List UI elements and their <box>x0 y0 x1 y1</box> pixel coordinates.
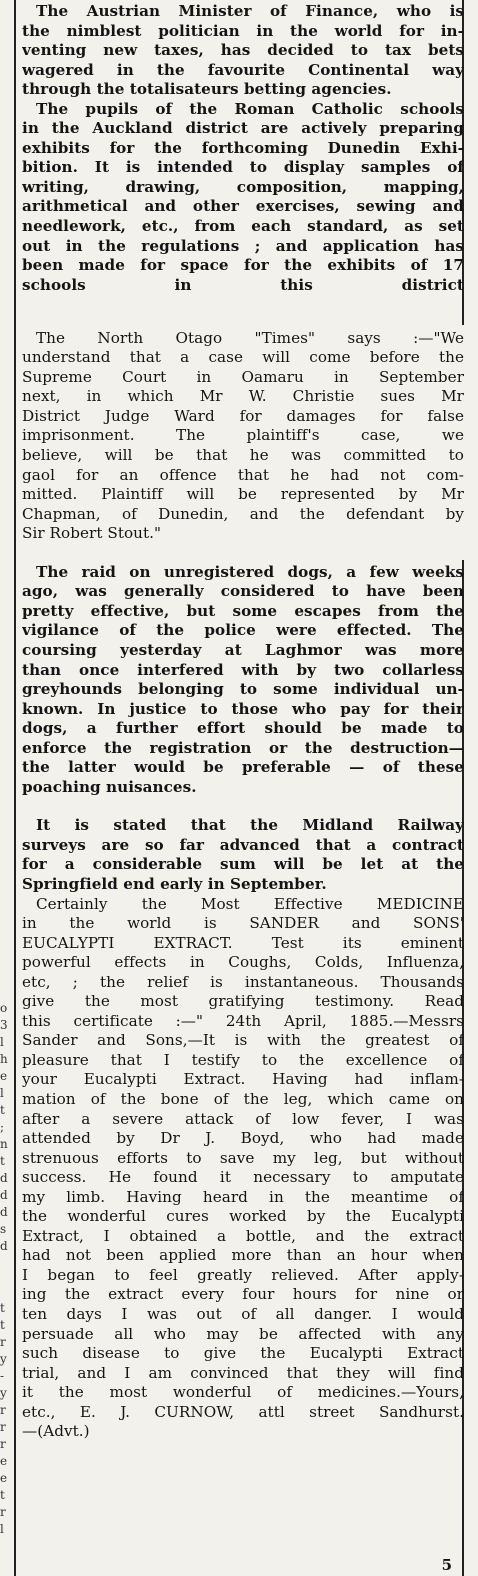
text-line: surveys are so far advanced that a contract <box>22 835 464 854</box>
text-line <box>22 1520 464 1540</box>
text-line <box>22 1500 464 1520</box>
text-line: The pupils of the Roman Catholic schools <box>36 99 464 118</box>
text-line: attended by Dr J. Boyd, who had made <box>22 1129 464 1148</box>
text-line: wagered in the favourite Continental way <box>22 60 464 79</box>
text-line: gaol for an offence that he had not com- <box>22 465 464 484</box>
text-line: The North Otago "Times" says :—"We <box>36 328 464 347</box>
article-north-otago-times <box>22 329 464 544</box>
text-line: Supreme Court in Oamaru in September <box>22 367 464 386</box>
text-line: after a severe attack of low fever, I was <box>22 1109 464 1128</box>
advertisement-eucalypti-extract <box>22 895 464 1540</box>
text-line: vigilance of the police were effected. The <box>22 621 464 640</box>
text-line: exhibits for the forthcoming Dunedin Exhi- <box>22 138 464 157</box>
text-line: greyhounds belonging to some individual un- <box>22 680 464 699</box>
text-line: powerful effects in Coughs, Colds, Influenza, <box>22 953 464 972</box>
article-unregistered-dogs <box>22 563 464 798</box>
adjacent-column-fragment-1: o 3 l h e l t ; n t d d d s d <box>0 1001 8 1253</box>
text-line: in the Auckland district are actively preparing <box>22 119 464 138</box>
article-column <box>22 2 464 1540</box>
text-line: your Eucalypti Extract. Having had inflam- <box>22 1070 464 1089</box>
text-line: Sir Robert Stout." <box>22 524 162 543</box>
text-line: the wonderful cures worked by the Eucalypti <box>22 1207 464 1226</box>
text-line: my limb. Having heard in the meantime of <box>22 1187 464 1206</box>
text-line <box>22 1442 464 1462</box>
text-line <box>22 295 464 315</box>
text-line: etc, ; the relief is instantaneous. Thousands <box>22 972 464 991</box>
text-line: in the world is SANDER and SONS' <box>22 914 464 933</box>
text-line: ing the extract every four hours for nine or <box>22 1285 464 1304</box>
text-line: pleasure that I testify to the excellence of <box>22 1050 464 1069</box>
text-line: persuade all who may be affected with any <box>22 1324 464 1343</box>
text-line: EUCALYPTI EXTRACT. Test its eminent <box>22 933 464 952</box>
text-line: writing, drawing, composition, mapping, <box>22 177 464 196</box>
text-line: understand that a case will come before the <box>22 348 464 367</box>
text-line: Chapman, of Dunedin, and the defendant by <box>22 504 464 523</box>
text-line: arithmetical and other exercises, sewing and <box>22 197 464 216</box>
text-line <box>22 1461 464 1481</box>
text-line: Springfield end early in September. <box>22 874 327 893</box>
text-line: —(Advt.) <box>22 1422 90 1441</box>
text-line: imprisonment. The plaintiff's case, we <box>22 426 464 445</box>
text-line: the nimblest politician in the world for in- <box>22 21 464 40</box>
article-austrian-finance <box>22 2 464 100</box>
text-line: for a considerable sum will be let at the <box>22 855 464 874</box>
column-rule-left <box>14 0 16 1576</box>
text-line: known. In justice to those who pay for their <box>22 699 464 718</box>
text-line: such disease to give the Eucalypti Extract <box>22 1344 464 1363</box>
text-line: strenuous efforts to save my leg, but without <box>22 1148 464 1167</box>
text-line: trial, and I am convinced that they will find <box>22 1363 464 1382</box>
text-line: give the most gratifying testimony. Read <box>22 992 464 1011</box>
text-line: ago, was generally considered to have been <box>22 582 464 601</box>
text-line: ten days I was out of all danger. I would <box>22 1305 464 1323</box>
text-line: the latter would be preferable — of these <box>22 758 464 777</box>
text-line: It is stated that the Midland Railway <box>36 816 464 835</box>
text-line: enforce the registration or the destruction— <box>22 738 464 757</box>
article-catholic-schools <box>22 100 464 315</box>
text-line: been made for space for the exhibits of 17 <box>22 256 464 275</box>
text-line: bition. It is intended to display samples of <box>22 158 464 177</box>
text-line: etc., E. J. CURNOW, attl street Sandhurst. <box>22 1402 464 1421</box>
text-line: District Judge Ward for damages for false <box>22 406 464 425</box>
text-line: out in the regulations ; and application has <box>22 236 464 255</box>
article-midland-railway <box>22 816 464 894</box>
text-line: had not been applied more than an hour when <box>22 1246 464 1265</box>
text-line <box>22 1481 464 1501</box>
text-line: needlework, etc., from each standard, as set <box>22 217 464 236</box>
text-line: The raid on unregistered dogs, a few weeks <box>36 562 464 581</box>
text-line: mitted. Plaintiff will be represented by Mr <box>22 485 464 504</box>
text-line: I began to feel greatly relieved. After apply- <box>22 1265 464 1284</box>
text-line: Sander and Sons,—It is with the greatest of <box>22 1031 464 1050</box>
text-line: mation of the bone of the leg, which came on <box>22 1089 464 1108</box>
text-line: next, in which Mr W. Christie sues Mr <box>22 387 464 406</box>
text-line: success. He found it necessary to amputate <box>22 1168 464 1187</box>
text-line: Certainly the Most Effective MEDICINE <box>36 894 464 913</box>
text-line: through the totalisateurs betting agencies. <box>22 80 392 99</box>
page-number: 5 <box>441 1556 452 1574</box>
text-line: The Austrian Minister of Finance, who is <box>36 2 464 20</box>
text-line: dogs, a further effort should be made to <box>22 719 464 738</box>
text-line: this certificate :—" 24th April, 1885.—Messrs <box>22 1011 464 1030</box>
text-line: than once interfered with by two collarless <box>22 660 464 679</box>
text-line: schools in this district <box>22 275 464 294</box>
text-line: it the most wonderful of medicines.—Yours, <box>22 1383 464 1402</box>
text-line: pretty effective, but some escapes from the <box>22 601 464 620</box>
text-line: venting new taxes, has decided to tax bets <box>22 41 464 60</box>
text-line: Extract, I obtained a bottle, and the extract <box>22 1226 464 1245</box>
text-line: poaching nuisances. <box>22 777 197 796</box>
text-line: believe, will be that he was committed to <box>22 446 464 465</box>
adjacent-column-fragment-2: t t r y - y r r r e e t r l <box>0 1301 8 1536</box>
text-line: coursing yesterday at Laghmor was more <box>22 640 464 659</box>
